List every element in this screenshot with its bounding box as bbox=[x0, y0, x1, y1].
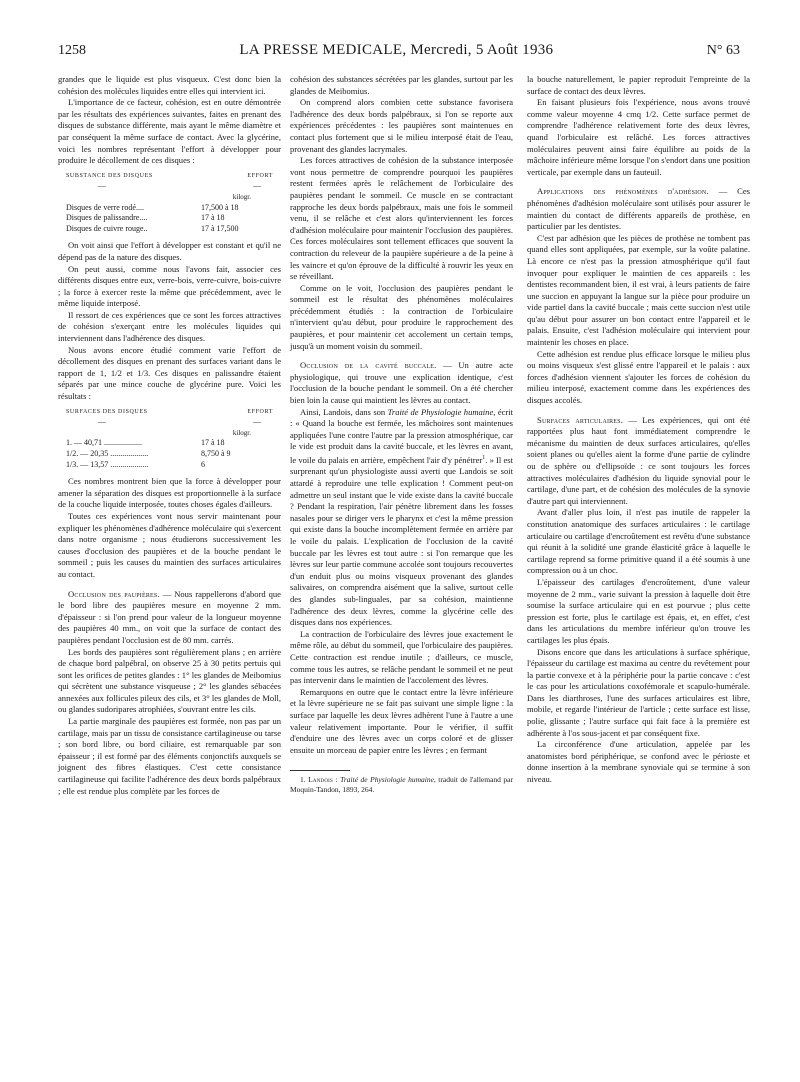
table-cell: 6 bbox=[201, 459, 205, 469]
footnote: 1. Landois : Traité de Physiologie humaine, traduit de l'allemand par Moquin-Tandon, 1893, 264. bbox=[290, 775, 513, 795]
paragraph: Ces nombres montrent bien que la force à développer pour amener la séparation des disques est proportionnelle à la surface de la couche liquide interposée, toutes choses égales d'ailleurs. bbox=[58, 476, 281, 510]
page-number: 1258 bbox=[58, 43, 86, 58]
table-row bbox=[58, 460, 281, 471]
footnote-divider bbox=[290, 770, 350, 771]
paragraph: Occlusion de la cavité buccale. — Un autre acte physiologique, qui trouve une explication identique, c'est l'occlusion de la bouche pendant le sommeil. On a été chercher bien loin la cause qui maintient les lèvres au contact. bbox=[290, 360, 513, 406]
paragraph: Cette adhésion est rendue plus efficace lorsque le milieu plus ou moins visqueux s'est glissé entre l'appareil et le palais : aux forces d'adhésion viennent s'ajouter les forces de cohésion du milieu interposé, exactement comme dans les expériences des disques accolés. bbox=[527, 348, 750, 406]
paragraph: L'importance de ce facteur, cohésion, est en outre démontrée par les résultats des expériences suivantes, faites en prenant des disques de substance différente, mais ayant le même diamètre et par conséquent la même surface de contact. Avec la glycérine, voici les nombres représentant l'effort à développer pour produire le décollement de ces disques : bbox=[58, 97, 281, 166]
paragraph: La partie marginale des paupières est formée, non pas par un cartilage, mais par un tissu de consistance cartilagineuse ou tarse ; son bord libre, ou bord ciliaire, est remarquable par son épaisseur ; il est formé par des éléments conjonctifs auxquels se joignent des fibres élastiques. C'est cette consistance cartilagineuse qui facilite l'adhérence des deux bords palpébraux ; elle est rendue plus complète par les forces de bbox=[58, 716, 281, 796]
table-unit: kilogr. bbox=[232, 192, 251, 201]
paragraph: Toutes ces expériences vont nous servir maintenant pour expliquer les phénomènes d'adhérence moléculaire qui s'exercent dans notre organisme ; nous étudierons successivement les causes d'occlusion des paupières et de la bouche pendant le sommeil ; puis les causes du maintien des surfaces articulaires au contact. bbox=[58, 510, 281, 579]
table-header bbox=[58, 407, 281, 418]
table-cell: 17 à 18 bbox=[201, 438, 225, 448]
paragraph: Surfaces articulaires. — Les expériences, qui ont été rapportées plus haut font immédiatement comprendre le mécanisme du maintien de deux surfaces articulaires, qu'elles soient planes ou qu'elles aient la forme d'une partie de cylindre ou de sphère ou d'ellipsoïde : ce sont toujours les forces attractives moléculaires d'adhésion du liquide synovial pour le cartilage, d'une part, et de cohésion des molécules de la synovie d'autre part qui interviennent. bbox=[527, 414, 751, 506]
paragraph: grandes que le liquide est plus visqueux. C'est donc bien la cohésion des molécules liquides entre elles qui intervient ici. bbox=[58, 74, 281, 96]
book-title: Traité de Physiologie humaine bbox=[387, 406, 494, 417]
table-dashes: — — bbox=[98, 417, 261, 427]
table-disques-substance bbox=[58, 171, 281, 235]
section-heading: Occlusion des paupières. bbox=[68, 588, 160, 599]
table-cell: Disques de verre rodé.... bbox=[66, 202, 144, 212]
table-cell: 17 à 17,500 bbox=[201, 223, 239, 233]
section-heading: Applications des phénomènes d'adhésion. bbox=[537, 186, 709, 197]
table-header bbox=[58, 171, 281, 182]
table-row bbox=[58, 449, 281, 460]
table-dashes: — — bbox=[98, 181, 261, 191]
paragraph: Il ressort de ces expériences que ce sont les forces attractives de cohésion s'exerçant entre les molécules liquides qui interviennent dans l'adhérence des disques. bbox=[58, 309, 281, 344]
table-row bbox=[58, 224, 281, 235]
paragraph: On comprend alors combien cette substance favorisera l'adhérence des deux bords palpébraux, si l'on se reporte aux expériences précédentes : les paupières sont maintenues en contact plus fortement que si le milieu interposé était de l'eau, provenant des glandes lacrymales. bbox=[290, 97, 513, 154]
footnote-reference[interactable]: 1 bbox=[482, 455, 486, 461]
paragraph: Avant d'aller plus loin, il n'est pas inutile de rappeler la constitution anatomique des surfaces articulaires : le cartilage articulaire ou cartilage d'encroûtement est revêtu d'une substance qui réunit à la solidité une grande élasticité grâce à laquelle le cartilage reprend sa forme primitive quand il a été soumis à une compression ou à un choc. bbox=[527, 507, 750, 576]
paragraph: Ainsi, Landois, dans son Traité de Physiologie humaine, écrit : « Quand la bouche est fermée, les mâchoires sont maintenues appliquées l'une contre l'autre par la pression atmosphérique, car le vide est produit dans la cavité buccale, et les lèvres en avant, le voile du palais en arrière, empêchent l'air d'y pénétrer$^1$. » Il est surprenant qu'un physiologiste aussi averti que Landois se soit attardé à reproduire une telle explication ! Comment peut-on admettre un seul instant que le vide existe dans la cavité buccale ? Pendant la respiration, l'air pénètre librement dans les fosses nasales pour se diriger vers le pharynx et c'est la même pression qui existe dans la bouche incomplètement fermée en arrière par le voile du palais. L'explication de l'occlusion de la cavité buccale par les lèvres est tout autre : si l'on remarque que les lèvres sur leur partie commune accolée sont toujours recouvertes d'un enduit plus ou moins visqueux provenant des glandes salivaires, on comprendra aisément que la salive, surtout celle des glandes sub-linguales, par sa cohésion, maintienne l'adhérence des deux lèvres, comme la glycérine celle des disques dans nos expériences. bbox=[290, 406, 514, 628]
paragraph: On voit ainsi que l'effort à développer est constant et qu'il ne dépend pas de la nature des disques. bbox=[58, 240, 281, 262]
issue-number: N° 63 bbox=[706, 43, 740, 58]
table-col-header: SUBSTANCE DES DISQUES bbox=[66, 172, 153, 179]
paragraph: On peut aussi, comme nous l'avons fait, associer ces différents disques entre eux, verre-bois, verre-cuivre, bois-cuivre ; la force à exercer reste la même que précédemment, avec le même liquide interposé. bbox=[58, 263, 281, 309]
table-cell: 8,750 à 9 bbox=[201, 449, 231, 458]
page-header bbox=[58, 42, 740, 62]
journal-title: LA PRESSE MEDICALE, Mercredi, 5 Août 1936 bbox=[239, 42, 554, 58]
column-1 bbox=[58, 74, 281, 797]
paragraph: Occlusion des paupières. — Nous rappellerons d'abord que le bord libre des paupières mesure en moyenne 2 mm. d'épaisseur : si l'on prend pour valeur de la longueur moyenne des paupières 40 mm., on voit que la surface de contact des paupières pendant l'occlusion est de 80 mm. carrés. bbox=[58, 588, 281, 645]
table-col-header: SURFACES DES DISQUES bbox=[66, 408, 148, 415]
table-cell: 1/3. — 13,57 ................... bbox=[66, 459, 149, 469]
table-row bbox=[58, 203, 281, 214]
paragraph: En faisant plusieurs fois l'expérience, nous avons trouvé comme valeur moyenne 4 cmq 1/2. Cette surface permet de comprendre l'adhérence relativement forte des deux lèvres, quand l'orbiculaire est relâché. Les forces attractives moléculaires peuvent ainsi faire équilibre au poids de la mâchoire inférieure même lorsque l'on s'endort dans une position verticale, par exemple dans un fauteuil. bbox=[527, 97, 750, 177]
column-2 bbox=[290, 74, 513, 795]
paragraph: Remarquons en outre que le contact entre la lèvre inférieure et la lèvre supérieure ne se fait pas suivant une simple ligne : la surface par laquelle les deux lèvres adhèrent l'une à l'autre a une valeur relativement importante. Pour le vérifier, il suffit d'enduire une des lèvres avec un corps coloré et de glisser ensuite un morceau de papier entre les lèvres ; en fermant bbox=[290, 686, 513, 755]
table-cell: Disques de cuivre rouge.. bbox=[66, 223, 148, 233]
table-cell: 1/2. — 20,35 ................... bbox=[66, 449, 149, 458]
table-row bbox=[58, 213, 281, 224]
paragraph: Applications des phénomènes d'adhésion. — Ces phénomènes d'adhésion moléculaire sont utilisés pour assurer le maintien du contact de différents appareils de prothèse, en particulier par les dentistes. bbox=[527, 186, 750, 232]
table-cell: 1. — 40,71 ................... bbox=[66, 438, 142, 448]
table-cell: 17,500 à 18 bbox=[201, 202, 239, 212]
table-col-header: EFFORT bbox=[247, 408, 273, 415]
table-col-header: EFFORT bbox=[247, 172, 273, 179]
paragraph: Disons encore que dans les articulations à surface sphérique, l'épaisseur du cartilage est maxima au centre du revêtement pour la partie convexe et à la périphérie pour la partie concave : c'est le cas pour les articulations coxofémorale et scapulo-humérale. Dans les diarthroses, l'une des surfaces articulaires est libre, mobile, et regarde l'intérieur de l'article ; cette surface est lisse, polie, glissante ; l'autre surface qui fait face à la première est adhérente à l'os sous-jacent et par conséquent fixe. bbox=[527, 646, 750, 738]
column-3 bbox=[527, 74, 750, 786]
paragraph: Les bords des paupières sont régulièrement plans ; en arrière de chaque bord palpébral, on observe 25 à 30 petits pertuis qui sont les orifices de petites glandes : 1° les glandes de Meibomius qui sécrètent une substance visqueuse ; 2° les glandes sébacées annexées aux follicules pileux des cils, et 3° les glandes de Moll, ou glandes sudoripares atrophiées, s'ouvrant entre les cils. bbox=[58, 646, 281, 715]
paragraph: C'est par adhésion que les pièces de prothèse ne tombent pas quand elles sont appliquées, par exemple, sur la voûte palatine. Là encore ce n'est pas la pression atmosphérique qu'il faut invoquer pour expliquer le maintien de ces appareils : les dentistes recommandent bien, il est vrai, à leurs patients de faire une succion en appuyant la langue sur la pièce pour produire un vide partiel dans la cavité buccale ; mais cette succion n'est utile qu'au début pour assurer un bon contact entre l'appareil et le palais. Ensuite, c'est l'adhésion moléculaire qui intervient pour maintenir les choses en place. bbox=[527, 232, 750, 348]
table-disques-surfaces bbox=[58, 407, 281, 471]
paragraph: Comme on le voit, l'occlusion des paupières pendant le sommeil est le résultat des phénomènes moléculaires précédemment étudiés : la contraction de l'orbiculaire n'intervient qu'au début, pour produire le rapprochement des paupières, et pour maintenir cet accolement un certain temps, jusqu'à un moment voisin du sommeil. bbox=[290, 282, 513, 351]
paragraph: L'épaisseur des cartilages d'encroûtement, d'une valeur moyenne de 2 mm., varie suivant la pression à laquelle doit être soumise la surface articulaire qui en est pourvue ; plus cette pression est forte, plus le cartilage est épais, et, en effet, c'est dans les articulations du membre inférieur qu'on trouve les cartilages les plus épais. bbox=[527, 576, 750, 645]
paragraph: Les forces attractives de cohésion de la substance interposée vont nous permettre de comprendre pourquoi les paupières restent fermées après le relâchement de l'orbiculaire des paupières pendant le sommeil. Ce muscle en se contractant rapproche les deux bords palpébraux, mais une fois le sommeil venu, il se relâche et c'est alors qu'interviennent les forces d'adhésion moléculaire pour maintenir l'occlusion des paupières. Ces forces moléculaires sont tellement efficaces que souvent la contraction du releveur de la paupière supérieure a de la peine à les vaincre et qu'on éprouve de la difficulté à rouvrir les yeux en se réveillant. bbox=[290, 155, 513, 282]
section-heading: Occlusion de la cavité buccale. bbox=[300, 360, 437, 371]
paragraph: Nous avons encore étudié comment varie l'effort de décollement des disques en prenant des surfaces variant dans le rapport de 1, 1/2 et 1/3. Ces disques en palissandre étaient séparés par une mince couche de glycérine pure. Voici les résultats : bbox=[58, 344, 281, 402]
table-cell: Disques de palissandre.... bbox=[66, 213, 148, 223]
table-row bbox=[58, 438, 281, 449]
paragraph: cohésion des substances sécrétées par les glandes, surtout par les glandes de Meibomius. bbox=[290, 74, 513, 96]
table-cell: 17 à 18 bbox=[201, 213, 225, 223]
table-unit: kilogr. bbox=[232, 428, 251, 437]
paragraph: la bouche naturellement, le papier reproduit l'empreinte de la surface de contact des deux lèvres. bbox=[527, 74, 750, 96]
paragraph: La contraction de l'orbiculaire des lèvres joue exactement le même rôle, au début du sommeil, que l'orbiculaire des paupières. Cette contraction est rendue inutile ; d'ailleurs, ce muscle, comme tous les autres, se relâche pendant le sommeil et ne peut pas intervenir dans le maintien de l'accolement des lèvres. bbox=[290, 628, 513, 686]
section-heading: Surfaces articulaires. bbox=[537, 414, 624, 425]
paragraph: La circonférence d'une articulation, appelée par les anatomistes bord périphérique, se confond avec le périoste et donne insertion à la membrane synoviale qui se termine à son niveau. bbox=[527, 739, 750, 785]
